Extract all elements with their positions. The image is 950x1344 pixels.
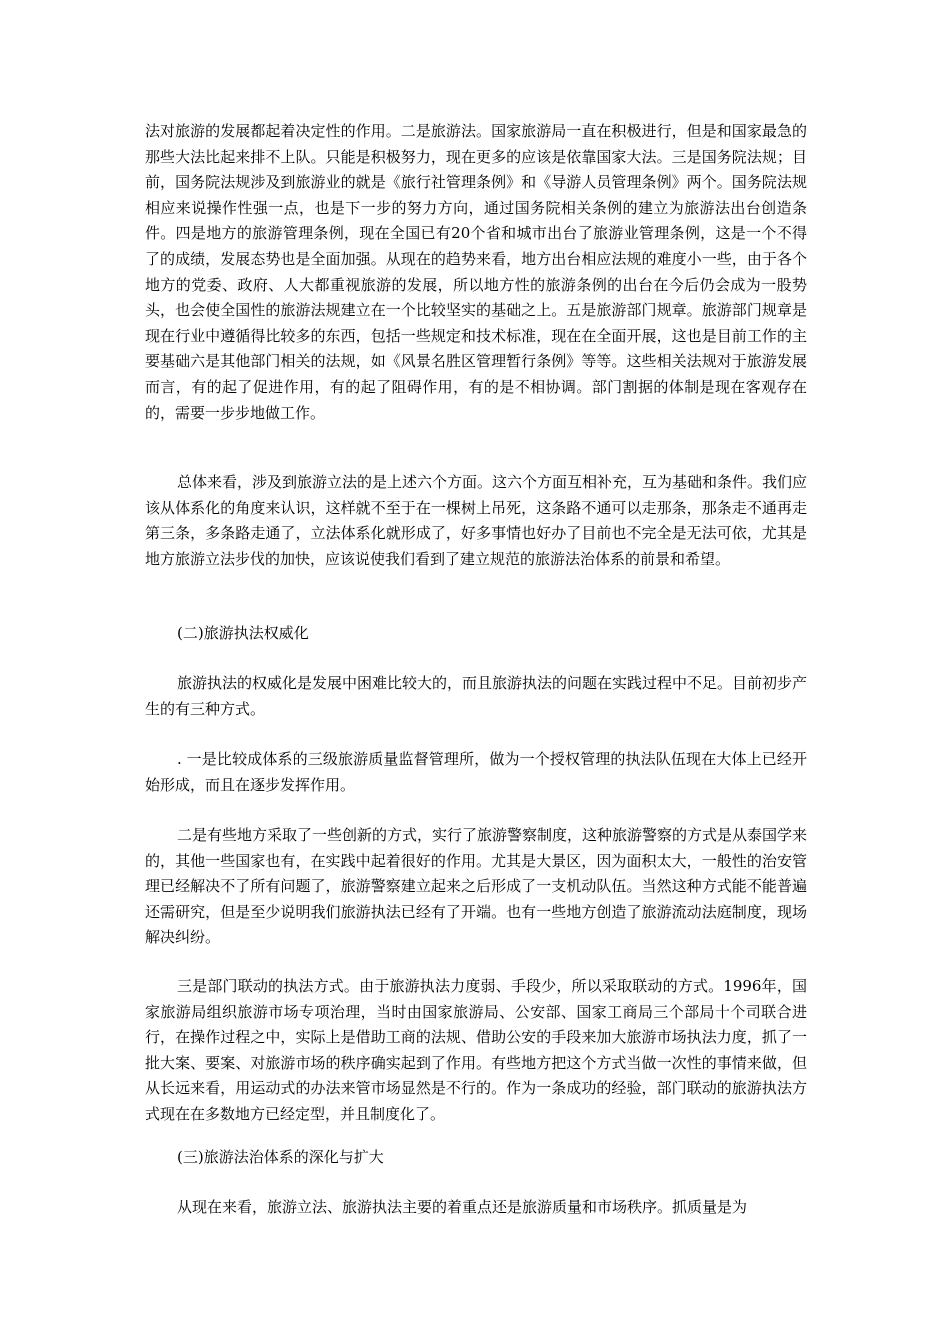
paragraph-method-two: 二是有些地方采取了一些创新的方式，实行了旅游警察制度，这种旅游警察的方式是从泰国学来的，其他一些国家也有，在实践中起着很好的作用。尤其是大景区，因为面积太大，一般性的治安管理已经解决不了所有问题了，旅游警察建立起来之后形成了一支机动队伍。当然这种方式能不能普遍还需研究，但是至少说明我们旅游执法已经有了开端。也有一些地方创造了旅游流动法庭制度，现场解决纠纷。: [145, 826, 808, 947]
paragraph-current-focus: 从现在来看，旅游立法、旅游执法主要的着重点还是旅游质量和市场秩序。抓质量是为: [177, 1198, 748, 1216]
section-heading-enforcement-authority: (二)旅游执法权威化: [177, 624, 309, 642]
section-heading-deepening-expansion: (三)旅游法治体系的深化与扩大: [177, 1148, 384, 1166]
paragraph-method-three: 三是部门联动的执法方式。由于旅游执法力度弱、手段少，所以采取联动的方式。1996年，国家旅游局组织旅游市场专项治理，当时由国家旅游局、公安部、国家工商局三个部局十个司联合进行，在操作过程之中，实际上是借助工商的法规、借助公安的手段来加大旅游市场执法力度，抓了一批大案、要案、对旅游市场的秩序确实起到了作用。有些地方把这个方式当做一次性的事情来做，但从长远来看，用运动式的办法来管市场显然是不行的。作为一条成功的经验，部门联动的旅游执法方式现在在多数地方已经定型，并且制度化了。: [145, 977, 807, 1123]
paragraph-enforcement-intro: 旅游执法的权威化是发展中困难比较大的，而且旅游执法的问题在实践过程中不足。目前初步产生的有三种方式。: [145, 674, 808, 718]
paragraph-legal-framework-continued: 法对旅游的发展都起着决定性的作用。二是旅游法。国家旅游局一直在积极进行，但是和国家最急的那些大法比起来排不上队。只能是积极努力，现在更多的应该是依靠国家大法。三是国务院法规；目前，国务院法规涉及到旅游业的就是《旅行社管理条例》和《导游人员管理条例》两个。国务院法规相应来说操作性强一点，也是下一步的努力方向，通过国务院相关条例的建立为旅游法出台创造条件。四是地方的旅游管理条例，现在全国已有20个省和城市出台了旅游业管理条例，这是一个不得了的成绩，发展态势也是全面加强。从现在的趋势来看，地方出台相应法规的难度小一些，由于各个地方的党委、政府、人大都重视旅游的发展，所以地方性的旅游条例的出台在今后仍会成为一股势头，也会使全国性的旅游法规建立在一个比较坚实的基础之上。五是旅游部门规章。旅游部门规章是现在行业中遵循得比较多的东西，包括一些规定和技术标准，现在在全面开展，这也是目前工作的主要基础六是其他部门相关的法规，如《风景名胜区管理暂行条例》等等。这些相关法规对于旅游发展而言，有的起了促进作用，有的起了阻碍作用，有的是不相协调。部门割据的体制是现在客观存在的，需要一步步地做工作。: [145, 122, 807, 422]
paragraph-method-one: . 一是比较成体系的三级旅游质量监督管理所，做为一个授权管理的执法队伍现在大体上已经开始形成，而且在逐步发挥作用。: [145, 750, 807, 794]
paragraph-six-aspects-summary: 总体来看，涉及到旅游立法的是上述六个方面。这六个方面互相补充，互为基础和条件。我们应该从体系化的角度来认识，这样就不至于在一棵树上吊死，这条路不通可以走那条，那条走不通再走第三条，多条路走通了，立法体系化就形成了，好多事情也好办了目前也不完全是无法可依，尤其是地方旅游立法步伐的加快，应该说使我们看到了建立规范的旅游法治体系的前景和希望。: [145, 473, 808, 568]
